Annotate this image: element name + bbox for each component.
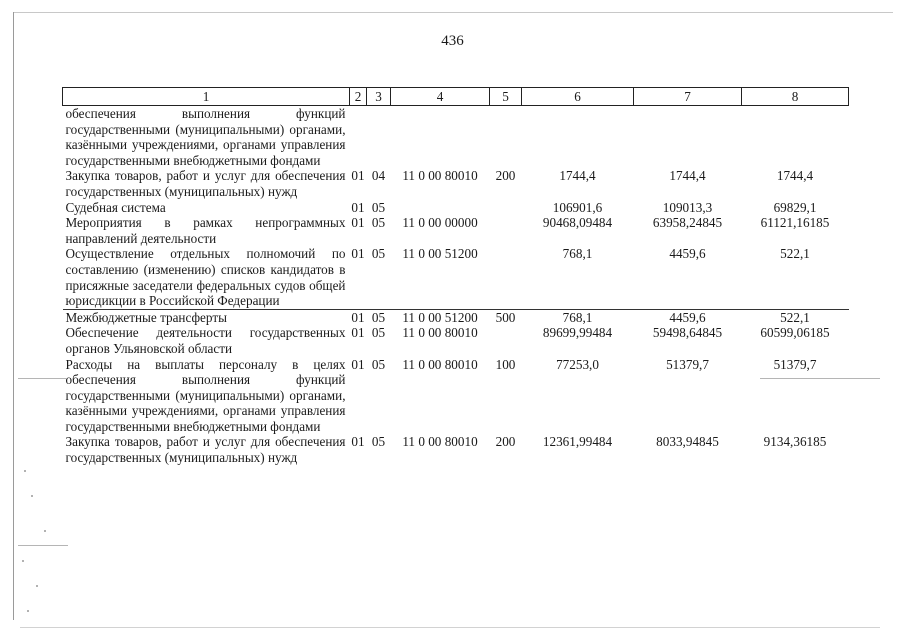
scan-speck	[27, 610, 29, 612]
row-value-8	[742, 106, 849, 169]
row-target-article: 11 0 00 80010	[402, 356, 478, 372]
row-name: Обеспечение деятельности государственных органов Ульяновской области	[65, 325, 346, 356]
row-name: Межбюджетные трансферты	[65, 309, 227, 325]
row-target-article: 11 0 00 51200	[402, 309, 478, 325]
header-col-4: 4	[391, 88, 490, 106]
row-value-6: 768,1	[562, 309, 593, 325]
row-value-7: 59498,64845	[652, 325, 723, 341]
row-value-7: 4459,6	[634, 246, 742, 309]
row-target-article: 11 0 00 00000	[402, 215, 478, 231]
table-row	[63, 309, 849, 325]
table-row	[63, 246, 849, 309]
table-row	[63, 357, 849, 435]
table-row	[63, 434, 849, 465]
scan-speck	[22, 560, 24, 562]
row-value-6: 12361,99484	[542, 434, 613, 450]
header-col-2: 2	[350, 88, 367, 106]
row-expense-type: 100	[495, 356, 516, 372]
row-value-7: 8033,94845	[656, 434, 719, 450]
scan-artifact-line	[20, 627, 880, 628]
row-value-8: 60599,06185	[760, 325, 830, 341]
row-section: 01	[351, 325, 365, 341]
row-subsection: 04	[371, 168, 386, 184]
row-expense-type	[490, 246, 522, 309]
row-name: Закупка товаров, работ и услуг для обеспечения государственных (муниципальных) нужд	[65, 434, 346, 466]
row-expense-type	[490, 215, 522, 246]
row-expense-type	[490, 325, 522, 356]
row-value-8: 61121,16185	[760, 215, 830, 231]
row-value-8: 522,1	[780, 309, 810, 325]
row-target-article	[391, 200, 490, 216]
table-row	[63, 168, 849, 199]
row-target-article: 11 0 00 80010	[402, 168, 478, 184]
row-value-7: 51379,7	[666, 356, 709, 372]
row-value-6: 77253,0	[556, 356, 599, 372]
row-section: 01	[350, 246, 367, 309]
row-target-article	[391, 106, 490, 169]
table-row	[63, 325, 849, 356]
scan-artifact-line	[760, 378, 880, 379]
row-value-7: 63958,24845	[652, 215, 723, 231]
header-col-8: 8	[742, 88, 849, 106]
table-row	[63, 106, 849, 169]
row-expense-type: 500	[495, 309, 516, 325]
header-col-3: 3	[367, 88, 391, 106]
scan-border-left	[13, 12, 14, 620]
row-subsection: 05	[371, 199, 386, 215]
row-subsection: 05	[371, 325, 386, 341]
header-col-1: 1	[63, 88, 350, 106]
scan-speck	[44, 530, 46, 532]
header-col-6: 6	[522, 88, 634, 106]
row-value-6	[522, 106, 634, 169]
row-name: обеспечения выполнения функций государственными (муниципальными) органами, казёнными учреждениями, органами управления государственными внебюджетными фондами	[65, 106, 346, 168]
row-subsection: 05	[371, 434, 386, 450]
row-subsection: 05	[371, 309, 386, 325]
row-section: 01	[351, 356, 365, 372]
scan-speck	[24, 470, 26, 472]
row-expense-type	[490, 106, 522, 169]
row-name: Мероприятия в рамках непрограммных направлений деятельности	[65, 215, 346, 246]
budget-table	[62, 87, 849, 466]
scan-artifact-line	[18, 545, 68, 546]
row-subsection: 05	[367, 246, 391, 309]
table-header	[63, 88, 849, 106]
page-number: 436	[441, 33, 464, 49]
row-value-8: 9134,36185	[763, 434, 827, 450]
header-col-5: 5	[490, 88, 522, 106]
row-value-8: 1744,4	[776, 168, 814, 184]
row-section: 01	[351, 168, 365, 184]
row-value-8: 522,1	[742, 246, 849, 309]
table-body	[63, 106, 849, 466]
row-value-8: 69829,1	[773, 199, 817, 215]
row-value-6: 768,1	[522, 246, 634, 309]
row-subsection: 05	[371, 356, 386, 372]
row-target-article: 11 0 00 80010	[402, 434, 478, 450]
row-value-6: 89699,99484	[542, 325, 613, 341]
row-value-8: 51379,7	[773, 356, 817, 372]
header-row	[63, 88, 849, 106]
row-expense-type: 200	[495, 434, 516, 450]
row-value-7: 1744,4	[669, 168, 706, 184]
row-section: 01	[351, 434, 365, 450]
row-value-6: 1744,4	[559, 168, 596, 184]
row-value-7: 4459,6	[669, 309, 706, 325]
row-target-article: 11 0 00 51200	[391, 246, 490, 309]
row-value-6: 106901,6	[552, 199, 603, 215]
table-row	[63, 215, 849, 246]
row-name: Закупка товаров, работ и услуг для обеспечения государственных (муниципальных) нужд	[65, 168, 346, 199]
row-target-article: 11 0 00 80010	[402, 325, 478, 341]
row-section: 01	[351, 215, 365, 231]
row-name: Расходы на выплаты персоналу в целях обеспечения выполнения функций государственными (муниципальными) органами, казёнными учреждениями, органами управления государственными внебюджетными фондами	[65, 356, 346, 434]
row-value-7	[634, 106, 742, 169]
scan-border-top	[13, 12, 893, 13]
table-row	[63, 200, 849, 216]
row-expense-type: 200	[495, 168, 516, 184]
row-name: Осуществление отдельных полномочий по составлению (изменению) списков кандидатов в присяжные заседатели федеральных судов общей юрисдикции в Российской Федерации	[63, 246, 350, 309]
row-section: 01	[351, 199, 365, 215]
row-name: Судебная система	[65, 199, 166, 215]
row-subsection: 05	[371, 215, 386, 231]
row-section	[350, 106, 367, 169]
row-value-6: 90468,09484	[542, 215, 613, 231]
header-col-7: 7	[634, 88, 742, 106]
scan-artifact-line	[18, 378, 66, 379]
row-section: 01	[351, 309, 365, 325]
scan-speck	[36, 585, 38, 587]
row-value-7: 109013,3	[662, 199, 713, 215]
scan-speck	[31, 495, 33, 497]
row-expense-type	[490, 200, 522, 216]
row-subsection	[367, 106, 391, 169]
